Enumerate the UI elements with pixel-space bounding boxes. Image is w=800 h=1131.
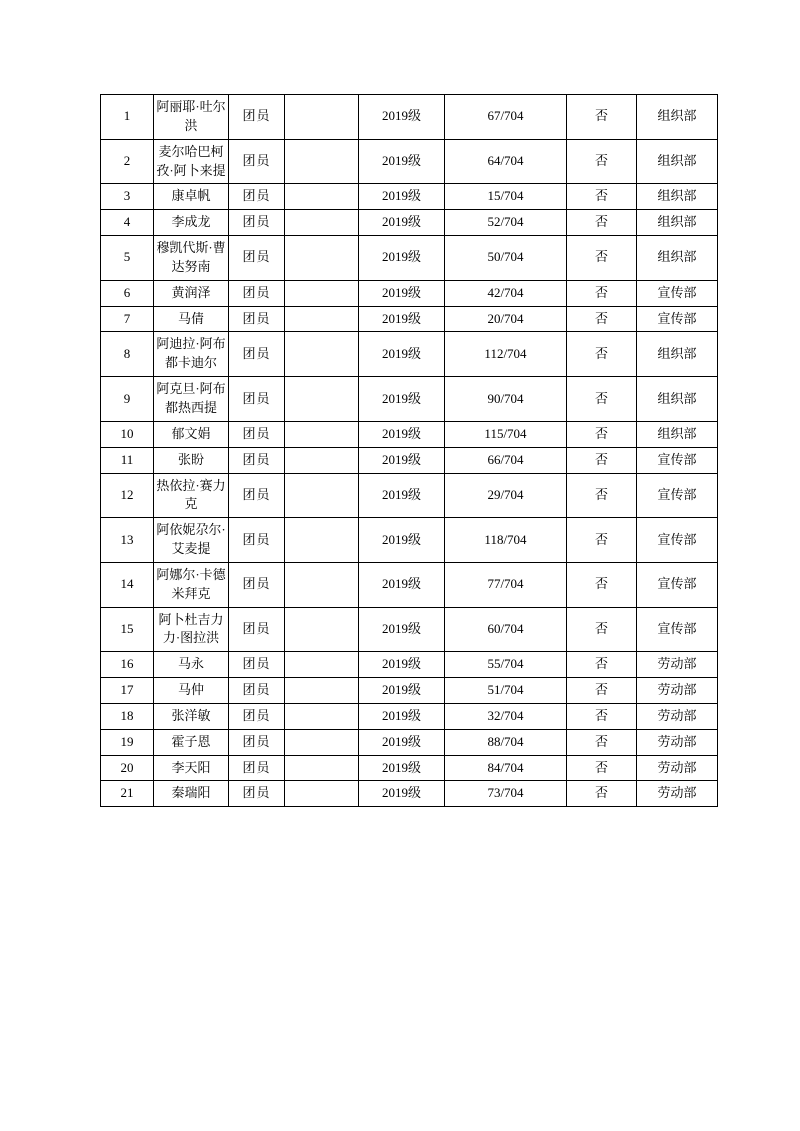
cell-yesno: 否 — [567, 729, 637, 755]
cell-index: 1 — [101, 95, 154, 140]
cell-department: 宣传部 — [637, 562, 718, 607]
cell-rank: 66/704 — [445, 447, 567, 473]
cell-blank — [285, 280, 359, 306]
cell-role: 团员 — [229, 518, 285, 563]
cell-rank: 55/704 — [445, 652, 567, 678]
cell-rank: 15/704 — [445, 184, 567, 210]
cell-blank — [285, 729, 359, 755]
cell-grade: 2019级 — [359, 755, 445, 781]
cell-rank: 42/704 — [445, 280, 567, 306]
cell-rank: 112/704 — [445, 332, 567, 377]
cell-role: 团员 — [229, 139, 285, 184]
cell-grade: 2019级 — [359, 236, 445, 281]
cell-rank: 51/704 — [445, 678, 567, 704]
cell-department: 劳动部 — [637, 703, 718, 729]
cell-rank: 29/704 — [445, 473, 567, 518]
cell-grade: 2019级 — [359, 607, 445, 652]
cell-name: 秦瑞阳 — [154, 781, 229, 807]
cell-yesno: 否 — [567, 678, 637, 704]
table-row — [101, 729, 718, 755]
cell-grade: 2019级 — [359, 184, 445, 210]
cell-department: 组织部 — [637, 332, 718, 377]
cell-blank — [285, 755, 359, 781]
cell-index: 6 — [101, 280, 154, 306]
cell-role: 团员 — [229, 729, 285, 755]
cell-rank: 118/704 — [445, 518, 567, 563]
table-row — [101, 421, 718, 447]
cell-grade: 2019级 — [359, 518, 445, 563]
cell-blank — [285, 210, 359, 236]
cell-yesno: 否 — [567, 306, 637, 332]
cell-blank — [285, 518, 359, 563]
cell-yesno: 否 — [567, 607, 637, 652]
cell-name: 马永 — [154, 652, 229, 678]
cell-department: 组织部 — [637, 184, 718, 210]
table-row — [101, 652, 718, 678]
cell-rank: 60/704 — [445, 607, 567, 652]
cell-name: 郁文娟 — [154, 421, 229, 447]
cell-index: 4 — [101, 210, 154, 236]
cell-name: 霍子恩 — [154, 729, 229, 755]
cell-role: 团员 — [229, 421, 285, 447]
cell-yesno: 否 — [567, 95, 637, 140]
cell-name: 热依拉·赛力克 — [154, 473, 229, 518]
cell-rank: 32/704 — [445, 703, 567, 729]
cell-blank — [285, 139, 359, 184]
cell-grade: 2019级 — [359, 447, 445, 473]
cell-blank — [285, 421, 359, 447]
cell-index: 18 — [101, 703, 154, 729]
cell-department: 组织部 — [637, 377, 718, 422]
cell-index: 16 — [101, 652, 154, 678]
cell-name: 马倩 — [154, 306, 229, 332]
table-row — [101, 95, 718, 140]
cell-name: 马仲 — [154, 678, 229, 704]
table-row — [101, 755, 718, 781]
table-row — [101, 447, 718, 473]
roster-table — [100, 94, 718, 807]
cell-grade: 2019级 — [359, 306, 445, 332]
cell-yesno: 否 — [567, 473, 637, 518]
cell-index: 21 — [101, 781, 154, 807]
cell-yesno: 否 — [567, 447, 637, 473]
cell-index: 12 — [101, 473, 154, 518]
roster-table-container — [100, 94, 717, 807]
cell-yesno: 否 — [567, 755, 637, 781]
cell-grade: 2019级 — [359, 377, 445, 422]
cell-department: 宣传部 — [637, 518, 718, 563]
cell-index: 15 — [101, 607, 154, 652]
cell-index: 11 — [101, 447, 154, 473]
cell-name: 李成龙 — [154, 210, 229, 236]
cell-index: 5 — [101, 236, 154, 281]
cell-yesno: 否 — [567, 518, 637, 563]
cell-grade: 2019级 — [359, 473, 445, 518]
cell-grade: 2019级 — [359, 421, 445, 447]
cell-role: 团员 — [229, 755, 285, 781]
cell-department: 劳动部 — [637, 678, 718, 704]
cell-department: 劳动部 — [637, 755, 718, 781]
cell-rank: 50/704 — [445, 236, 567, 281]
cell-department: 组织部 — [637, 139, 718, 184]
cell-role: 团员 — [229, 607, 285, 652]
cell-yesno: 否 — [567, 210, 637, 236]
cell-grade: 2019级 — [359, 678, 445, 704]
cell-index: 8 — [101, 332, 154, 377]
cell-rank: 90/704 — [445, 377, 567, 422]
cell-department: 宣传部 — [637, 447, 718, 473]
cell-blank — [285, 703, 359, 729]
cell-department: 宣传部 — [637, 607, 718, 652]
cell-department: 宣传部 — [637, 473, 718, 518]
cell-index: 20 — [101, 755, 154, 781]
cell-index: 7 — [101, 306, 154, 332]
cell-blank — [285, 678, 359, 704]
cell-role: 团员 — [229, 562, 285, 607]
cell-rank: 67/704 — [445, 95, 567, 140]
cell-name: 阿依妮尕尔·艾麦提 — [154, 518, 229, 563]
cell-grade: 2019级 — [359, 562, 445, 607]
cell-rank: 64/704 — [445, 139, 567, 184]
cell-rank: 73/704 — [445, 781, 567, 807]
cell-role: 团员 — [229, 95, 285, 140]
cell-name: 张盼 — [154, 447, 229, 473]
cell-index: 10 — [101, 421, 154, 447]
cell-grade: 2019级 — [359, 703, 445, 729]
cell-role: 团员 — [229, 184, 285, 210]
table-row — [101, 236, 718, 281]
cell-yesno: 否 — [567, 703, 637, 729]
roster-table-body — [101, 95, 718, 807]
table-row — [101, 562, 718, 607]
table-row — [101, 332, 718, 377]
cell-yesno: 否 — [567, 280, 637, 306]
cell-blank — [285, 184, 359, 210]
cell-department: 劳动部 — [637, 652, 718, 678]
cell-name: 阿迪拉·阿布都卡迪尔 — [154, 332, 229, 377]
cell-name: 麦尔哈巴柯孜·阿卜来提 — [154, 139, 229, 184]
cell-yesno: 否 — [567, 652, 637, 678]
cell-blank — [285, 236, 359, 281]
table-row — [101, 518, 718, 563]
cell-yesno: 否 — [567, 377, 637, 422]
table-row — [101, 607, 718, 652]
cell-yesno: 否 — [567, 781, 637, 807]
cell-yesno: 否 — [567, 236, 637, 281]
cell-blank — [285, 332, 359, 377]
cell-role: 团员 — [229, 236, 285, 281]
cell-role: 团员 — [229, 703, 285, 729]
cell-name: 李天阳 — [154, 755, 229, 781]
cell-department: 组织部 — [637, 95, 718, 140]
table-row — [101, 306, 718, 332]
cell-name: 阿丽耶·吐尔洪 — [154, 95, 229, 140]
cell-rank: 20/704 — [445, 306, 567, 332]
table-row — [101, 280, 718, 306]
cell-department: 劳动部 — [637, 729, 718, 755]
cell-name: 阿娜尔·卡德米拜克 — [154, 562, 229, 607]
cell-grade: 2019级 — [359, 139, 445, 184]
cell-name: 阿克旦·阿布都热西提 — [154, 377, 229, 422]
cell-yesno: 否 — [567, 562, 637, 607]
cell-index: 19 — [101, 729, 154, 755]
cell-yesno: 否 — [567, 184, 637, 210]
cell-name: 康卓帆 — [154, 184, 229, 210]
cell-role: 团员 — [229, 678, 285, 704]
cell-blank — [285, 607, 359, 652]
table-row — [101, 184, 718, 210]
cell-rank: 88/704 — [445, 729, 567, 755]
cell-index: 9 — [101, 377, 154, 422]
cell-grade: 2019级 — [359, 332, 445, 377]
cell-grade: 2019级 — [359, 729, 445, 755]
cell-blank — [285, 562, 359, 607]
cell-index: 2 — [101, 139, 154, 184]
cell-index: 3 — [101, 184, 154, 210]
cell-rank: 115/704 — [445, 421, 567, 447]
cell-blank — [285, 473, 359, 518]
table-row — [101, 473, 718, 518]
cell-grade: 2019级 — [359, 781, 445, 807]
cell-role: 团员 — [229, 280, 285, 306]
cell-blank — [285, 652, 359, 678]
cell-role: 团员 — [229, 447, 285, 473]
cell-role: 团员 — [229, 377, 285, 422]
cell-blank — [285, 447, 359, 473]
cell-index: 13 — [101, 518, 154, 563]
cell-department: 劳动部 — [637, 781, 718, 807]
cell-name: 阿卜杜吉力力·图拉洪 — [154, 607, 229, 652]
cell-rank: 77/704 — [445, 562, 567, 607]
cell-grade: 2019级 — [359, 652, 445, 678]
cell-role: 团员 — [229, 306, 285, 332]
cell-name: 穆凯代斯·曹达努南 — [154, 236, 229, 281]
cell-index: 17 — [101, 678, 154, 704]
cell-rank: 84/704 — [445, 755, 567, 781]
cell-name: 黄润泽 — [154, 280, 229, 306]
cell-department: 组织部 — [637, 421, 718, 447]
cell-rank: 52/704 — [445, 210, 567, 236]
table-row — [101, 678, 718, 704]
cell-department: 宣传部 — [637, 306, 718, 332]
cell-department: 组织部 — [637, 210, 718, 236]
cell-grade: 2019级 — [359, 95, 445, 140]
cell-yesno: 否 — [567, 421, 637, 447]
cell-index: 14 — [101, 562, 154, 607]
cell-name: 张洋敏 — [154, 703, 229, 729]
cell-role: 团员 — [229, 210, 285, 236]
cell-role: 团员 — [229, 781, 285, 807]
cell-blank — [285, 306, 359, 332]
table-row — [101, 139, 718, 184]
cell-grade: 2019级 — [359, 210, 445, 236]
table-row — [101, 377, 718, 422]
cell-department: 组织部 — [637, 236, 718, 281]
table-row — [101, 781, 718, 807]
table-row — [101, 210, 718, 236]
cell-blank — [285, 95, 359, 140]
cell-role: 团员 — [229, 473, 285, 518]
table-row — [101, 703, 718, 729]
cell-role: 团员 — [229, 332, 285, 377]
cell-grade: 2019级 — [359, 280, 445, 306]
cell-yesno: 否 — [567, 332, 637, 377]
cell-blank — [285, 781, 359, 807]
cell-department: 宣传部 — [637, 280, 718, 306]
cell-role: 团员 — [229, 652, 285, 678]
cell-blank — [285, 377, 359, 422]
cell-yesno: 否 — [567, 139, 637, 184]
